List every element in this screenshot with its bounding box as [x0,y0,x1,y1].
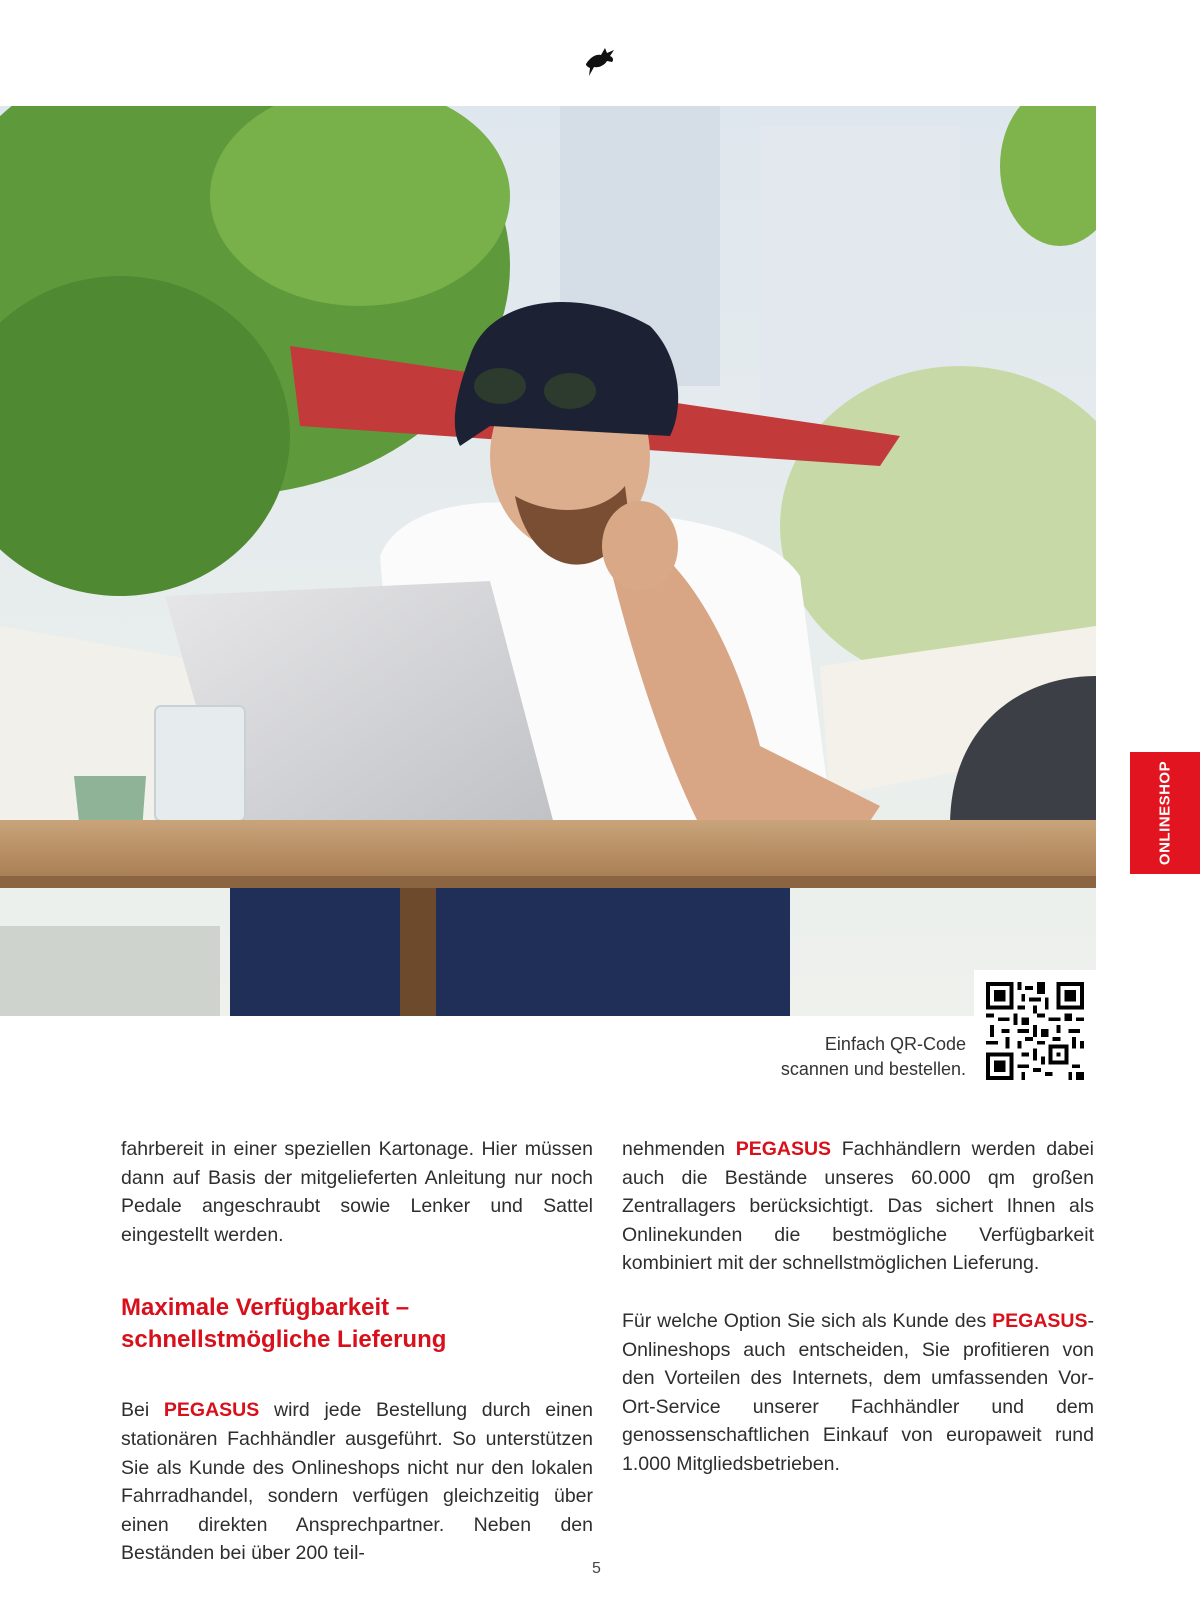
heading-line-2: schnellstmögliche Lieferung [121,1326,447,1354]
left-paragraph-2-prefix: Bei [121,1399,150,1422]
right-paragraph-1-prefix: nehmenden [622,1138,726,1160]
qr-caption-line2: scannen und bestellen. [780,1059,966,1079]
left-column [121,1135,593,1568]
side-tab-label: ONLINESHOP [1156,760,1174,866]
page-number: 5 [592,1560,601,1577]
qr-caption-line1: Einfach QR-Code [824,1034,966,1054]
qr-code[interactable] [974,970,1096,1082]
left-paragraph-2-rest: wird jede Bestellung durch einen stationären Fachhändler ausgeführt. So unterstützen Sie als Kunde des Onlineshops nicht nur den lokalen Fahrradhandel, sondern verfügen gleichzeitig über einen direkten Ansprechpartner. Neben den Beständen bei über 200 teil- [121,1399,593,1565]
qr-caption [781,1032,966,1082]
brand-name: PEGASUS [992,1309,1088,1332]
hero-photo [0,106,1096,1016]
right-paragraph-2 [622,1307,1094,1479]
right-paragraph-2-prefix: Für welche Option Sie sich als Kunde des [622,1309,987,1332]
pegasus-logo-icon [583,44,617,78]
left-paragraph-2 [121,1396,593,1568]
brand-name: PEGASUS [163,1399,260,1422]
heading-line-1: Maximale Verfügbarkeit – [121,1294,410,1322]
brand-name: PEGASUS [735,1138,832,1160]
right-paragraph-1 [622,1135,1094,1278]
section-heading [121,1292,593,1356]
right-paragraph-1-rest: Fachhändlern werden dabei auch die Bestände unseres 60.000 qm großen Zentrallagers berücksichtigt. Das sichert Ihnen als Onlinekunden die bestmögliche Verfügbarkeit kombiniert mit der schnellstmöglichen Lieferung. [622,1138,1094,1275]
right-paragraph-2-rest: -Onlineshops auch entscheiden, Sie profitieren von den Vorteilen des Internets, dem umfassenden Vor-Ort-Service unserer Fachhändler und dem genossenschaftlichen Einkauf von europaweit rund 1.000 Mitgliedsbetrieben. [622,1309,1094,1475]
onlineshop-side-tab[interactable] [1130,752,1200,874]
left-paragraph-1: fahrbereit in einer speziellen Kartonage. Hier müssen dann auf Basis der mitgelieferten Anleitung nur noch Pedale angeschraubt sowie Lenker und Sattel eingestellt werden. [121,1138,593,1246]
right-column [622,1135,1094,1479]
